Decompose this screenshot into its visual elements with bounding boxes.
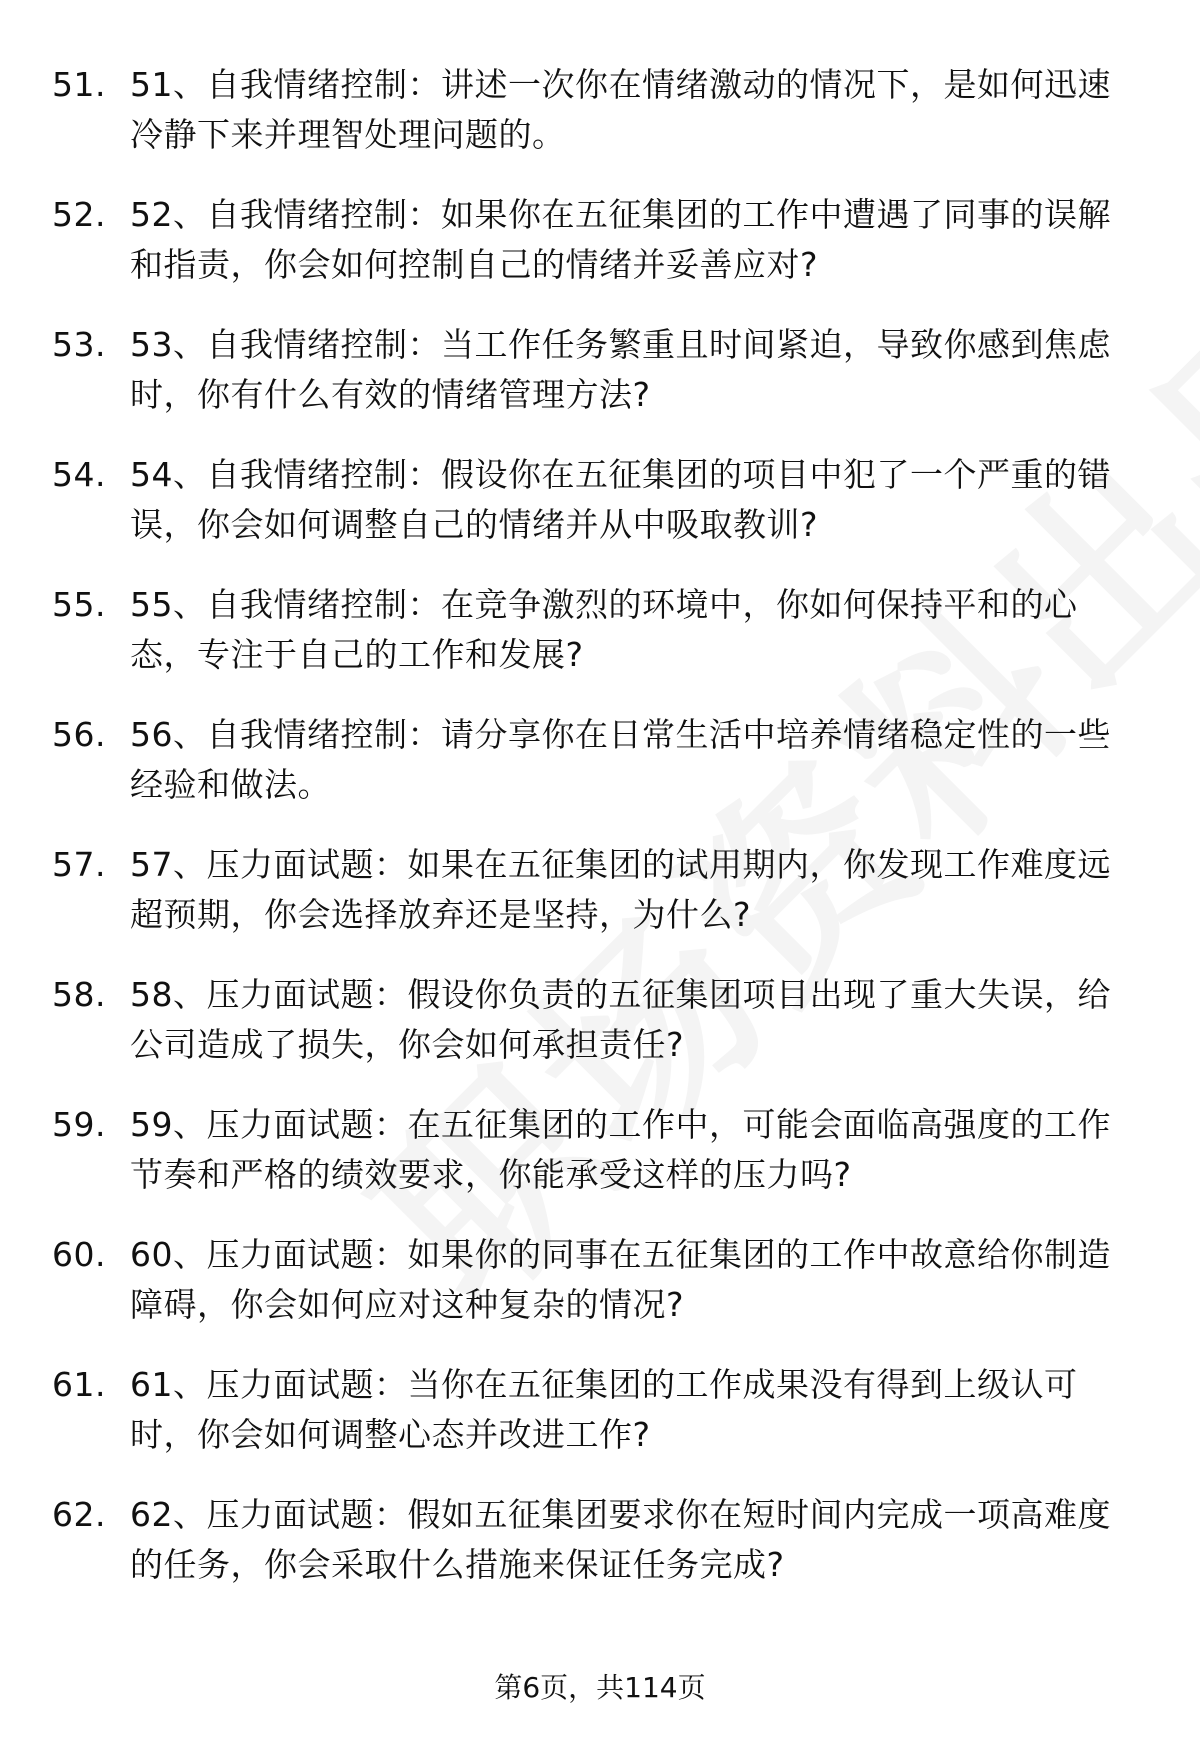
- question-number: 53.: [52, 325, 106, 364]
- question-item: [52, 60, 1142, 190]
- question-text: 62、压力面试题：假如五征集团要求你在短时间内完成一项高难度的任务，你会采取什么措施来保证任务完成?: [130, 1495, 1111, 1584]
- question-text: 59、压力面试题：在五征集团的工作中，可能会面临高强度的工作节奏和严格的绩效要求，你能承受这样的压力吗?: [130, 1105, 1111, 1194]
- question-text: 61、压力面试题：当你在五征集团的工作成果没有得到上级认可时，你会如何调整心态并改进工作?: [130, 1365, 1078, 1454]
- question-number: 60.: [52, 1235, 106, 1274]
- question-item: [52, 1100, 1142, 1230]
- question-text: 58、压力面试题：假设你负责的五征集团项目出现了重大失误，给公司造成了损失，你会如何承担责任?: [130, 975, 1111, 1064]
- question-text: 51、自我情绪控制：讲述一次你在情绪激动的情况下，是如何迅速冷静下来并理智处理问题的。: [130, 65, 1111, 154]
- question-text: 54、自我情绪控制：假设你在五征集团的项目中犯了一个严重的错误，你会如何调整自己的情绪并从中吸取教训?: [130, 455, 1111, 544]
- question-text: 60、压力面试题：如果你的同事在五征集团的工作中故意给你制造障碍，你会如何应对这种复杂的情况?: [130, 1235, 1111, 1324]
- question-text: 52、自我情绪控制：如果你在五征集团的工作中遭遇了同事的误解和指责，你会如何控制自己的情绪并妥善应对?: [130, 195, 1111, 284]
- question-number: 62.: [52, 1495, 106, 1534]
- question-item: [52, 450, 1142, 580]
- question-number: 54.: [52, 455, 106, 494]
- question-item: [52, 320, 1142, 450]
- question-item: [52, 1490, 1142, 1620]
- question-number: 61.: [52, 1365, 106, 1404]
- question-list: [52, 60, 1142, 1620]
- page-number-footer: 第6页，共114页: [494, 1671, 706, 1704]
- question-number: 57.: [52, 845, 106, 884]
- question-item: [52, 840, 1142, 970]
- question-number: 59.: [52, 1105, 106, 1144]
- question-item: [52, 1230, 1142, 1360]
- question-item: [52, 580, 1142, 710]
- question-number: 55.: [52, 585, 106, 624]
- question-number: 52.: [52, 195, 106, 234]
- question-number: 58.: [52, 975, 106, 1014]
- question-number: 51.: [52, 65, 106, 104]
- question-text: 56、自我情绪控制：请分享你在日常生活中培养情绪稳定性的一些经验和做法。: [130, 715, 1111, 804]
- question-text: 57、压力面试题：如果在五征集团的试用期内，你发现工作难度远超预期，你会选择放弃还是坚持，为什么?: [130, 845, 1111, 934]
- question-number: 56.: [52, 715, 106, 754]
- question-item: [52, 1360, 1142, 1490]
- question-text: 55、自我情绪控制：在竞争激烈的环境中，你如何保持平和的心态，专注于自己的工作和发展?: [130, 585, 1078, 674]
- question-item: [52, 190, 1142, 320]
- question-item: [52, 970, 1142, 1100]
- question-item: [52, 710, 1142, 840]
- question-text: 53、自我情绪控制：当工作任务繁重且时间紧迫，导致你感到焦虑时，你有什么有效的情绪管理方法?: [130, 325, 1111, 414]
